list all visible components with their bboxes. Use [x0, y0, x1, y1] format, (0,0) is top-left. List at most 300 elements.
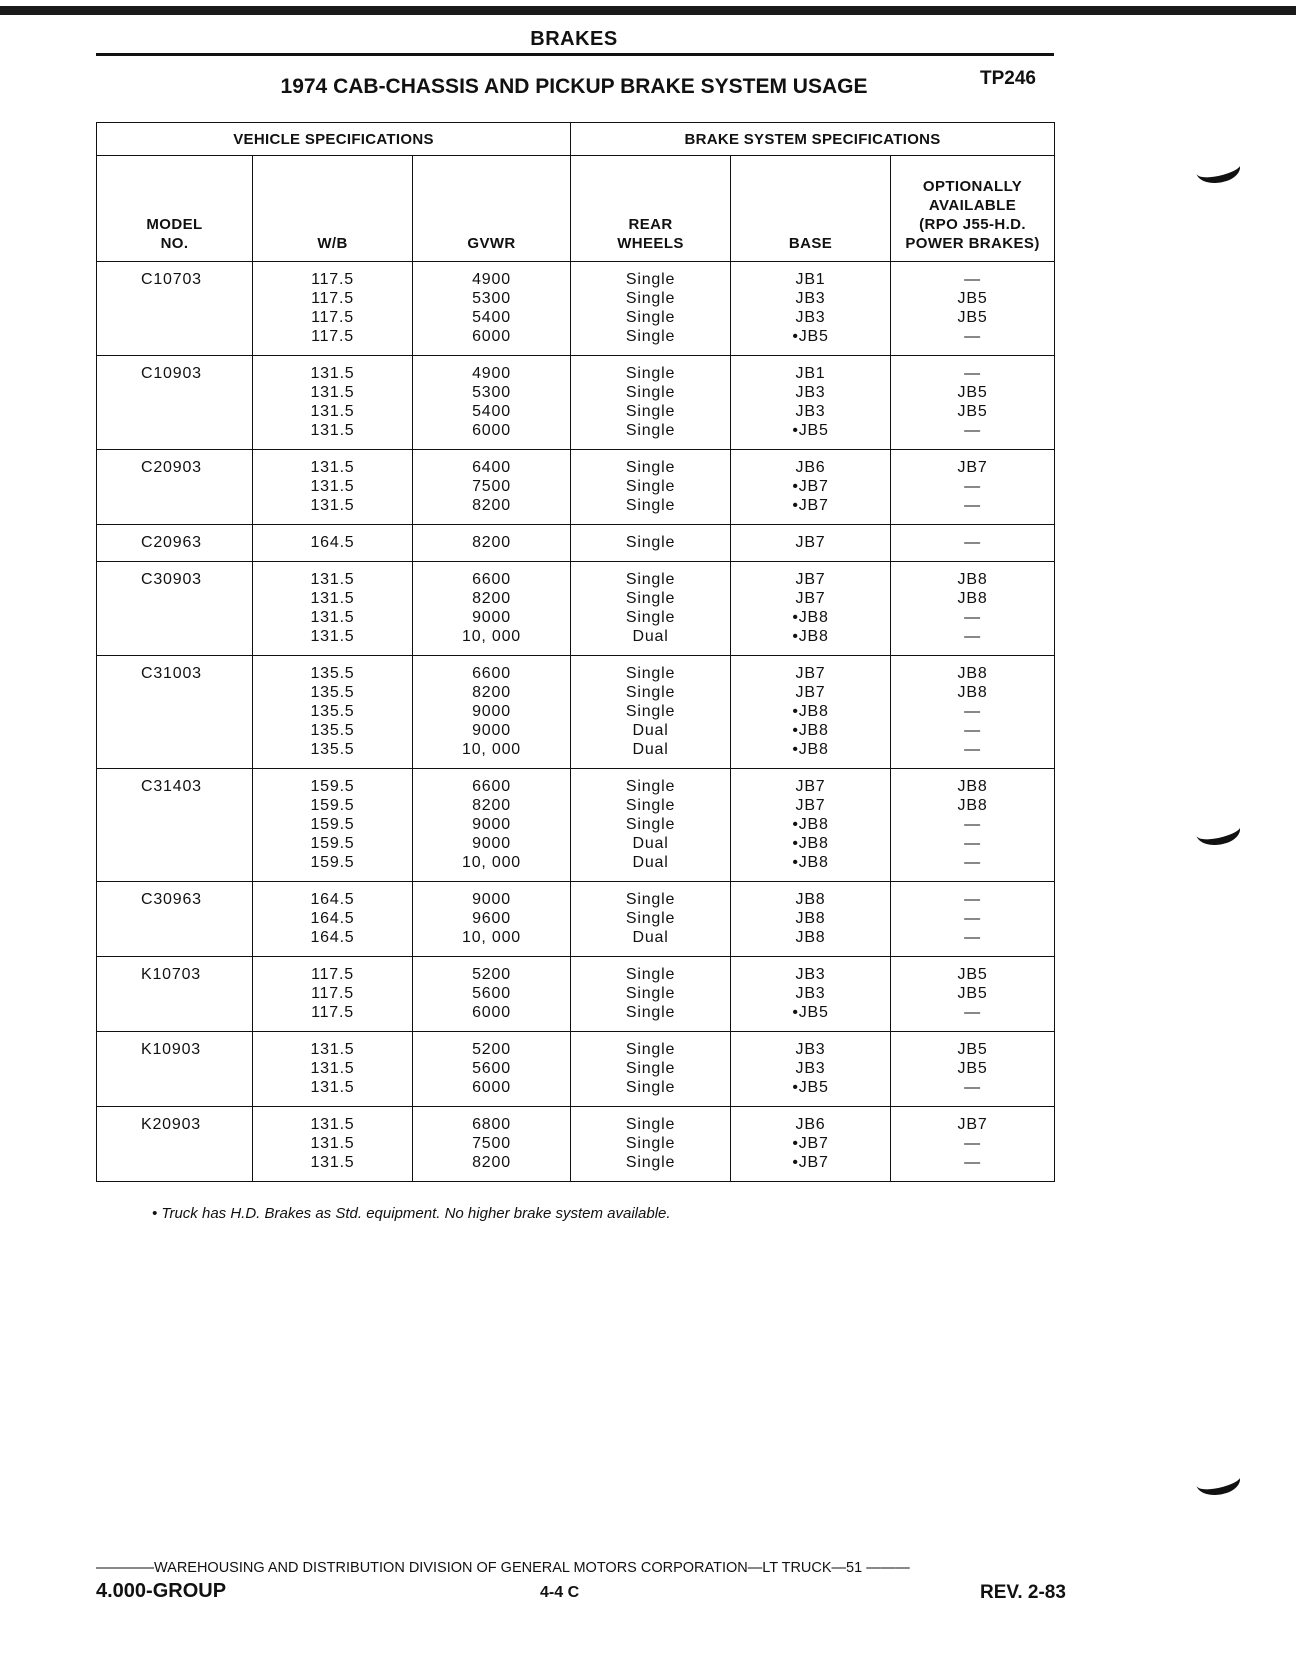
gvwr-cell — [413, 957, 571, 1032]
base-brake-value: JB7 — [795, 534, 826, 551]
optional-brake-value: JB5 — [957, 966, 988, 983]
rear-wheels-value: Single — [625, 684, 676, 701]
table-row — [97, 525, 1055, 562]
optional-brake-value: — — [964, 478, 981, 495]
rear-wheels-cell — [571, 769, 731, 882]
wheelbase-value: 135.5 — [310, 703, 355, 720]
base-brake-value: •JB8 — [792, 609, 829, 626]
rear-wheels-value: Single — [625, 1004, 676, 1021]
model-number: K10903 — [141, 1041, 201, 1058]
gvwr-value: 6800 — [472, 1116, 511, 1133]
optional-brake-value: JB8 — [957, 665, 988, 682]
page-title: 1974 CAB-CHASSIS AND PICKUP BRAKE SYSTEM USAGE — [280, 75, 868, 98]
optional-brake-value: — — [964, 929, 981, 946]
table-row — [97, 562, 1055, 656]
wheelbase-value: 117.5 — [311, 328, 354, 345]
wheelbase-header — [253, 156, 413, 262]
rear-wheels-cell — [571, 450, 731, 525]
header-line: GVWR — [467, 235, 516, 252]
model-number: C20903 — [141, 459, 202, 476]
base-brake-value: •JB5 — [792, 1004, 829, 1021]
optional-brake-value: JB7 — [957, 1116, 988, 1133]
wheelbase-value: 117.5 — [311, 271, 354, 288]
base-brake-cell — [731, 769, 891, 882]
optional-brake-cell — [891, 1107, 1055, 1182]
wheelbase-value: 164.5 — [310, 910, 355, 927]
wheelbase-value: 131.5 — [310, 1041, 355, 1058]
base-brake-cell — [731, 450, 891, 525]
gvwr-value: 5200 — [472, 1041, 511, 1058]
table-body — [97, 262, 1055, 1182]
optional-brake-value: — — [964, 703, 981, 720]
wheelbase-cell — [253, 356, 413, 450]
optional-brake-value: JB8 — [957, 571, 988, 588]
wheelbase-value: 117.5 — [311, 290, 354, 307]
wheelbase-value: 164.5 — [310, 891, 355, 908]
gvwr-value: 8200 — [472, 797, 511, 814]
header-line: (RPO J55-H.D. — [919, 216, 1026, 233]
wheelbase-value: 131.5 — [310, 1060, 355, 1077]
wheelbase-cell — [253, 450, 413, 525]
wheelbase-cell — [253, 769, 413, 882]
rear-wheels-cell — [571, 1032, 731, 1107]
header-line: WHEELS — [617, 235, 684, 252]
optional-brake-value: — — [964, 1154, 981, 1171]
base-brake-value: JB3 — [795, 290, 826, 307]
gvwr-value: 5600 — [472, 985, 511, 1002]
table-row — [97, 262, 1055, 356]
rear-wheels-value: Single — [625, 910, 676, 927]
vehicle-specifications-header: VEHICLE SPECIFICATIONS — [97, 123, 571, 156]
table-row — [97, 769, 1055, 882]
model-no-header — [97, 156, 253, 262]
footer-group-number: 4.000-GROUP — [96, 1580, 227, 1602]
rear-wheels-cell — [571, 1107, 731, 1182]
wheelbase-value: 131.5 — [310, 497, 355, 514]
gvwr-value: 9000 — [472, 835, 511, 852]
optionally-available-header — [891, 156, 1055, 262]
model-number-cell — [97, 656, 253, 769]
gvwr-value: 10, 000 — [462, 854, 521, 871]
section-title: BRAKES — [530, 28, 618, 50]
base-brake-cell — [731, 1032, 891, 1107]
optional-brake-value: — — [964, 609, 981, 626]
rear-wheels-value: Single — [625, 403, 676, 420]
base-brake-value: •JB5 — [792, 1079, 829, 1096]
optional-brake-value: — — [964, 422, 981, 439]
document-code: TP246 — [980, 68, 1036, 89]
optional-brake-cell — [891, 562, 1055, 656]
wheelbase-cell — [253, 957, 413, 1032]
wheelbase-cell — [253, 262, 413, 356]
model-number-cell — [97, 769, 253, 882]
wheelbase-value: 117.5 — [311, 309, 354, 326]
header-line: AVAILABLE — [928, 197, 1017, 214]
binder-tab-mark — [1193, 150, 1243, 188]
gvwr-value: 5300 — [472, 290, 511, 307]
optional-brake-value: JB8 — [957, 590, 988, 607]
wheelbase-value: 159.5 — [310, 816, 355, 833]
gvwr-value: 6600 — [472, 571, 511, 588]
rear-wheels-value: Single — [625, 271, 676, 288]
rear-wheels-value: Single — [625, 328, 676, 345]
base-brake-value: •JB8 — [792, 703, 829, 720]
wheelbase-value: 131.5 — [310, 384, 355, 401]
wheelbase-value: 131.5 — [310, 422, 355, 439]
model-number-cell — [97, 356, 253, 450]
gvwr-value: 8200 — [472, 497, 511, 514]
header-line: BASE — [788, 235, 833, 252]
base-brake-value: JB1 — [795, 271, 826, 288]
optional-brake-value: — — [964, 628, 981, 645]
model-number-cell — [97, 262, 253, 356]
base-brake-value: •JB7 — [792, 1154, 829, 1171]
model-number: C10703 — [141, 271, 202, 288]
gvwr-value: 5200 — [472, 966, 511, 983]
optional-brake-cell — [891, 882, 1055, 957]
gvwr-value: 9000 — [472, 703, 511, 720]
optional-brake-value: JB5 — [957, 384, 988, 401]
optional-brake-value: JB8 — [957, 797, 988, 814]
rear-wheels-value: Single — [625, 966, 676, 983]
base-brake-value: JB7 — [795, 665, 826, 682]
header-line: POWER BRAKES) — [905, 235, 1040, 252]
base-brake-value: •JB7 — [792, 478, 829, 495]
optional-brake-value: JB8 — [957, 684, 988, 701]
gvwr-value: 4900 — [472, 271, 511, 288]
rear-wheels-value: Single — [625, 1041, 676, 1058]
rear-wheels-value: Single — [625, 571, 676, 588]
gvwr-cell — [413, 262, 571, 356]
top-edge-bar — [0, 6, 1296, 15]
gvwr-value: 10, 000 — [462, 628, 521, 645]
optional-brake-value: JB5 — [957, 1060, 988, 1077]
gvwr-value: 7500 — [472, 478, 511, 495]
base-brake-value: JB6 — [795, 1116, 826, 1133]
gvwr-cell — [413, 1032, 571, 1107]
gvwr-value: 9000 — [472, 891, 511, 908]
header-line: NO. — [160, 235, 189, 252]
rear-wheels-cell — [571, 957, 731, 1032]
wheelbase-value: 131.5 — [310, 590, 355, 607]
rear-wheels-value: Single — [625, 497, 676, 514]
gvwr-value: 9000 — [472, 722, 511, 739]
gvwr-cell — [413, 525, 571, 562]
model-number: K10703 — [141, 966, 201, 983]
wheelbase-value: 117.5 — [311, 966, 354, 983]
wheelbase-cell — [253, 1032, 413, 1107]
table-row — [97, 450, 1055, 525]
brake-usage-table — [96, 122, 1055, 1182]
wheelbase-value: 131.5 — [310, 365, 355, 382]
optional-brake-value: — — [964, 835, 981, 852]
wheelbase-value: 131.5 — [310, 459, 355, 476]
rear-wheels-value: Single — [625, 778, 676, 795]
wheelbase-value: 135.5 — [310, 741, 355, 758]
base-brake-value: •JB5 — [792, 422, 829, 439]
base-brake-value: JB3 — [795, 1041, 826, 1058]
base-brake-value: JB3 — [795, 966, 826, 983]
table-row — [97, 356, 1055, 450]
base-brake-cell — [731, 562, 891, 656]
gvwr-value: 4900 — [472, 365, 511, 382]
base-brake-cell — [731, 1107, 891, 1182]
gvwr-value: 6000 — [472, 328, 511, 345]
model-number-cell — [97, 882, 253, 957]
model-number-cell — [97, 1107, 253, 1182]
model-number: C31403 — [141, 778, 202, 795]
rear-wheels-value: Single — [625, 665, 676, 682]
rear-wheels-value: Single — [625, 459, 676, 476]
wheelbase-value: 131.5 — [310, 403, 355, 420]
rear-wheels-value: Dual — [632, 929, 669, 946]
wheelbase-value: 159.5 — [310, 835, 355, 852]
gvwr-value: 9000 — [472, 816, 511, 833]
header-line: REAR — [628, 216, 673, 233]
optional-brake-value: — — [964, 741, 981, 758]
wheelbase-value: 131.5 — [310, 1135, 355, 1152]
optional-brake-value: — — [964, 365, 981, 382]
wheelbase-cell — [253, 525, 413, 562]
header-rule — [96, 53, 1054, 56]
group-header-row — [97, 123, 1055, 156]
optional-brake-value: JB5 — [957, 985, 988, 1002]
wheelbase-value: 131.5 — [310, 478, 355, 495]
base-brake-value: JB3 — [795, 384, 826, 401]
model-number-cell — [97, 525, 253, 562]
wheelbase-value: 117.5 — [311, 985, 354, 1002]
gvwr-value: 9600 — [472, 910, 511, 927]
optional-brake-value: — — [964, 271, 981, 288]
optional-brake-value: JB8 — [957, 778, 988, 795]
base-brake-cell — [731, 356, 891, 450]
base-brake-cell — [731, 656, 891, 769]
base-brake-value: JB7 — [795, 797, 826, 814]
base-brake-value: JB6 — [795, 459, 826, 476]
rear-wheels-value: Single — [625, 985, 676, 1002]
gvwr-value: 6600 — [472, 665, 511, 682]
footer-publisher-line: ————WAREHOUSING AND DISTRIBUTION DIVISION OF GENERAL MOTORS CORPORATION—LT TRUCK—51 ——— — [96, 1560, 910, 1576]
optional-brake-value: — — [964, 497, 981, 514]
wheelbase-value: 164.5 — [310, 534, 355, 551]
optional-brake-value: — — [964, 854, 981, 871]
wheelbase-value: 131.5 — [310, 571, 355, 588]
base-brake-value: JB7 — [795, 778, 826, 795]
model-number-cell — [97, 450, 253, 525]
optional-brake-value: JB7 — [957, 459, 988, 476]
binder-tab-mark — [1193, 812, 1243, 850]
brake-system-specifications-header: BRAKE SYSTEM SPECIFICATIONS — [571, 123, 1055, 156]
rear-wheels-value: Single — [625, 365, 676, 382]
base-brake-cell — [731, 957, 891, 1032]
base-brake-value: JB7 — [795, 684, 826, 701]
gvwr-value: 5600 — [472, 1060, 511, 1077]
wheelbase-value: 159.5 — [310, 854, 355, 871]
gvwr-value: 6600 — [472, 778, 511, 795]
gvwr-cell — [413, 356, 571, 450]
optional-brake-cell — [891, 957, 1055, 1032]
gvwr-value: 10, 000 — [462, 741, 521, 758]
gvwr-value: 9000 — [472, 609, 511, 626]
rear-wheels-value: Single — [625, 797, 676, 814]
rear-wheels-value: Dual — [632, 854, 669, 871]
wheelbase-value: 131.5 — [310, 1079, 355, 1096]
column-header-row — [97, 156, 1055, 262]
gvwr-cell — [413, 882, 571, 957]
gvwr-value: 7500 — [472, 1135, 511, 1152]
optional-brake-cell — [891, 450, 1055, 525]
base-brake-value: •JB8 — [792, 628, 829, 645]
optional-brake-cell — [891, 1032, 1055, 1107]
base-brake-value: JB8 — [795, 891, 826, 908]
rear-wheels-value: Single — [625, 609, 676, 626]
footnote: • Truck has H.D. Brakes as Std. equipment. No higher brake system available. — [152, 1205, 671, 1222]
optional-brake-value: — — [964, 910, 981, 927]
rear-wheels-cell — [571, 656, 731, 769]
table-row — [97, 1107, 1055, 1182]
wheelbase-value: 135.5 — [310, 665, 355, 682]
rear-wheels-value: Dual — [632, 741, 669, 758]
optional-brake-cell — [891, 656, 1055, 769]
model-number: K20903 — [141, 1116, 201, 1133]
footer-revision: REV. 2-83 — [980, 1582, 1066, 1603]
rear-wheels-header — [571, 156, 731, 262]
rear-wheels-value: Single — [625, 309, 676, 326]
base-brake-value: JB7 — [795, 571, 826, 588]
gvwr-value: 6000 — [472, 1004, 511, 1021]
base-brake-value: JB1 — [795, 365, 826, 382]
optional-brake-cell — [891, 525, 1055, 562]
wheelbase-value: 135.5 — [310, 722, 355, 739]
optional-brake-value: JB5 — [957, 403, 988, 420]
wheelbase-cell — [253, 656, 413, 769]
model-number: C30963 — [141, 891, 202, 908]
base-brake-value: JB8 — [795, 910, 826, 927]
base-brake-value: •JB8 — [792, 722, 829, 739]
gvwr-value: 10, 000 — [462, 929, 521, 946]
rear-wheels-value: Single — [625, 422, 676, 439]
rear-wheels-value: Single — [625, 1154, 676, 1171]
gvwr-header — [413, 156, 571, 262]
base-brake-value: •JB5 — [792, 328, 829, 345]
model-number-cell — [97, 562, 253, 656]
gvwr-cell — [413, 450, 571, 525]
base-brake-value: JB7 — [795, 590, 826, 607]
optional-brake-value: — — [964, 816, 981, 833]
base-brake-value: JB3 — [795, 1060, 826, 1077]
rear-wheels-value: Dual — [632, 722, 669, 739]
optional-brake-value: — — [964, 891, 981, 908]
optional-brake-value: JB5 — [957, 1041, 988, 1058]
header-line: W/B — [317, 235, 348, 252]
model-number-cell — [97, 957, 253, 1032]
gvwr-cell — [413, 656, 571, 769]
wheelbase-value: 131.5 — [310, 628, 355, 645]
optional-brake-value: — — [964, 722, 981, 739]
optional-brake-value: — — [964, 1079, 981, 1096]
optional-brake-value: — — [964, 534, 981, 551]
gvwr-value: 8200 — [472, 684, 511, 701]
gvwr-cell — [413, 562, 571, 656]
gvwr-value: 6000 — [472, 1079, 511, 1096]
gvwr-cell — [413, 1107, 571, 1182]
optional-brake-value: JB5 — [957, 309, 988, 326]
wheelbase-value: 131.5 — [310, 1116, 355, 1133]
gvwr-value: 5300 — [472, 384, 511, 401]
table-row — [97, 882, 1055, 957]
base-brake-value: •JB8 — [792, 741, 829, 758]
base-brake-value: JB8 — [795, 929, 826, 946]
wheelbase-cell — [253, 882, 413, 957]
base-brake-value: •JB8 — [792, 835, 829, 852]
wheelbase-value: 131.5 — [310, 1154, 355, 1171]
base-brake-value: JB3 — [795, 985, 826, 1002]
rear-wheels-value: Single — [625, 816, 676, 833]
header-line: MODEL — [146, 216, 203, 233]
gvwr-value: 5400 — [472, 309, 511, 326]
gvwr-value: 8200 — [472, 534, 511, 551]
rear-wheels-value: Single — [625, 1135, 676, 1152]
rear-wheels-value: Single — [625, 290, 676, 307]
gvwr-cell — [413, 769, 571, 882]
rear-wheels-cell — [571, 882, 731, 957]
gvwr-value: 6400 — [472, 459, 511, 476]
rear-wheels-value: Single — [625, 891, 676, 908]
base-brake-cell — [731, 525, 891, 562]
base-brake-value: •JB8 — [792, 816, 829, 833]
header-line: OPTIONALLY — [922, 178, 1023, 195]
rear-wheels-cell — [571, 562, 731, 656]
rear-wheels-value: Dual — [632, 628, 669, 645]
base-header — [731, 156, 891, 262]
base-brake-value: •JB7 — [792, 1135, 829, 1152]
table-row — [97, 1032, 1055, 1107]
gvwr-value: 8200 — [472, 590, 511, 607]
wheelbase-value: 117.5 — [311, 1004, 354, 1021]
rear-wheels-value: Single — [625, 1060, 676, 1077]
base-brake-value: •JB7 — [792, 497, 829, 514]
rear-wheels-value: Single — [625, 1079, 676, 1096]
model-number: C31003 — [141, 665, 202, 682]
optional-brake-value: — — [964, 328, 981, 345]
base-brake-cell — [731, 262, 891, 356]
wheelbase-value: 159.5 — [310, 778, 355, 795]
optional-brake-cell — [891, 769, 1055, 882]
optional-brake-cell — [891, 262, 1055, 356]
rear-wheels-value: Single — [625, 703, 676, 720]
gvwr-value: 8200 — [472, 1154, 511, 1171]
rear-wheels-value: Single — [625, 590, 676, 607]
rear-wheels-value: Single — [625, 1116, 676, 1133]
model-number-cell — [97, 1032, 253, 1107]
wheelbase-value: 131.5 — [310, 609, 355, 626]
wheelbase-cell — [253, 562, 413, 656]
optional-brake-value: — — [964, 1004, 981, 1021]
base-brake-cell — [731, 882, 891, 957]
footer-page-number: 4-4 C — [540, 1584, 580, 1601]
wheelbase-cell — [253, 1107, 413, 1182]
gvwr-value: 5400 — [472, 403, 511, 420]
table-row — [97, 656, 1055, 769]
model-number: C30903 — [141, 571, 202, 588]
rear-wheels-cell — [571, 262, 731, 356]
rear-wheels-value: Single — [625, 384, 676, 401]
rear-wheels-cell — [571, 525, 731, 562]
base-brake-value: JB3 — [795, 403, 826, 420]
rear-wheels-cell — [571, 356, 731, 450]
rear-wheels-value: Single — [625, 478, 676, 495]
wheelbase-value: 164.5 — [310, 929, 355, 946]
